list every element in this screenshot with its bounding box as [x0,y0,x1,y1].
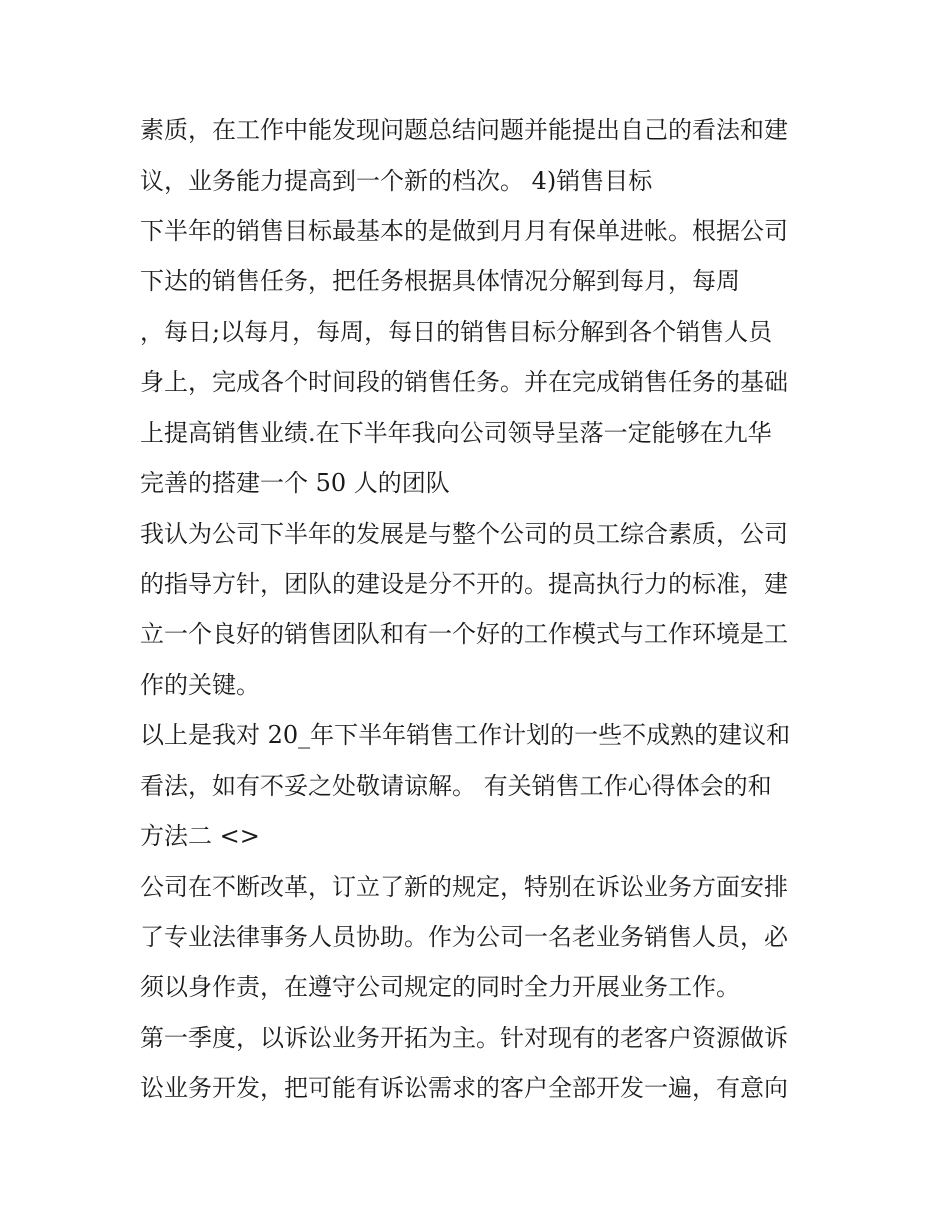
text-line: 立一个良好的销售团队和有一个好的工作模式与工作环境是工 [140,620,788,648]
text-line: 上提高销售业绩.在下半年我向公司领导呈落一定能够在九华 [140,419,772,447]
text-line: 下半年的销售目标最基本的是做到月月有保单进帐。根据公司 [140,217,788,245]
text-line: 了专业法律事务人员协助。作为公司一名老业务销售人员，必 [140,923,788,951]
text-line: 作的关键。 [140,671,260,699]
text-line: 下达的销售任务，把任务根据具体情况分解到每月，每周 [140,267,740,295]
text-line: 素质，在工作中能发现问题总结问题并能提出自己的看法和建 [140,116,788,144]
text-line: 第一季度，以诉讼业务开拓为主。针对现有的老客户资源做诉 [140,1024,788,1052]
text-line: 我认为公司下半年的发展是与整个公司的员工综合素质，公司 [140,520,788,548]
text-line: 看法，如有不妥之处敬请谅解。 有关销售工作心得体会的和 [140,772,772,800]
text-line: 须以身作责，在遵守公司规定的同时全力开展业务工作。 [140,973,740,1001]
text-line: 方法二 <> [140,822,260,850]
text-line: 公司在不断改革，订立了新的规定，特别在诉讼业务方面安排 [140,873,788,901]
text-line: 的指导方针，团队的建设是分不开的。提高执行力的标准，建 [140,570,788,598]
text-line: ，每日;以每月，每周，每日的销售目标分解到各个销售人员 [140,318,773,346]
text-line: 讼业务开发，把可能有诉讼需求的客户全部开发一遍，有意向 [140,1074,788,1102]
text-line: 完善的搭建一个 50 人的团队 [140,469,450,497]
text-line: 身上，完成各个时间段的销售任务。并在完成销售任务的基础 [140,368,788,396]
text-line: 以上是我对 20_年下半年销售工作计划的一些不成熟的建议和 [140,721,791,749]
text-line: 议，业务能力提高到一个新的档次。 4)销售目标 [140,167,653,195]
